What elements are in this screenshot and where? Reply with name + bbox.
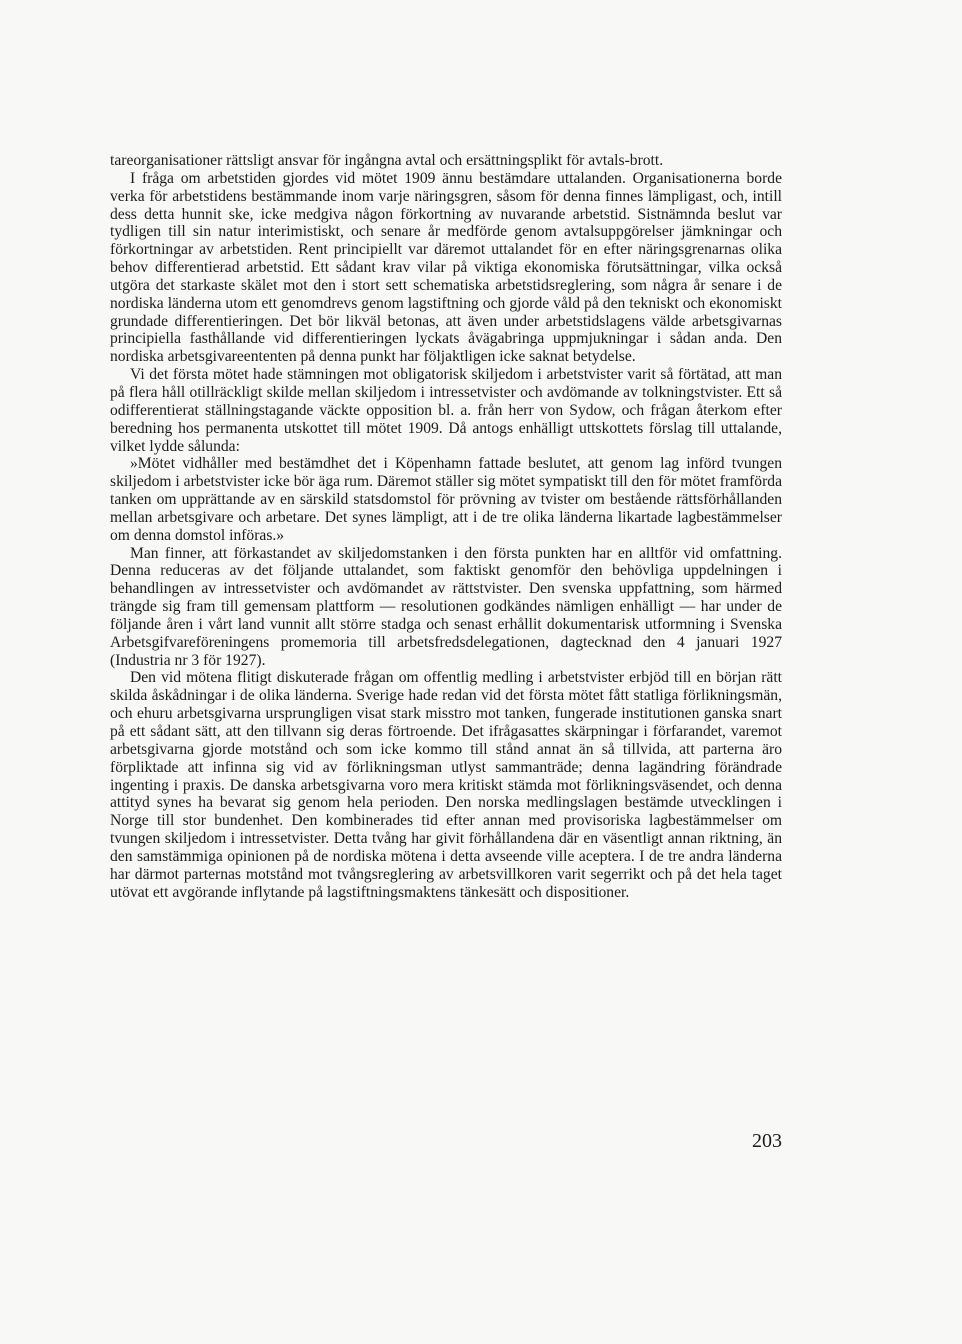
paragraph-mediation: Den vid mötena flitigt diskuterade frågan om offentlig medling i arbetstvister erbjöd till en början rätt skilda åskådningar i de olika länderna. Sverige hade redan vid det första mötet fått statliga förlikningsmän, och ehuru arbetsgivarna ursprungligen visat stark misstro mot tanken, fungerade institutionen ganska snart på ett sådant sätt, att den tillvann sig deras förtroende. Det ifrågasattes skärpningar i förfarandet, varemot arbetsgivarna gjorde motstånd och som icke kommo till stånd annat än så tillvida, att parterna äro förpliktade att infinna sig vid av förlikningsman utlyst sammanträde; denna lagändring förändrade ingenting i praxis. De danska arbetsgivarna voro mera kritiskt stämda mot förlikningsväsendet, och denna attityd synes ha bevarat sig genom hela perioden. Den norska medlingslagen bestämde utvecklingen i Norge till stor bundenhet. Den kombinerades tid efter annan med provisoriska lagbestämmelser om tvungen skiljedom i intressetvister. Detta tvång har givit förhållandena där en väsentligt annan riktning, än den samstämmiga opinionen på de nordiska mötena i detta avseende ville aceptera. I de tre andra länderna har därmot parternas motstånd mot tvångsreglering av arbetsvillkoren varit segerrikt och på det hela taget utövat ett avgörande inflytande på lagstiftningsmaktens tänkesätt och dispositioner. (110, 669, 782, 901)
paragraph-continuation: tareorganisationer rättsligt ansvar för ingångna avtal och ersättningsplikt för avtals-brott. (110, 152, 664, 169)
paragraph-resolution-quote: »Mötet vidhåller med bestämdhet det i Köpenhamn fattade beslutet, att genom lag införd tvungen skiljedom i arbetstvister icke bör äga rum. Däremot ställer sig mötet sympatiskt till den för mötet framförda tanken om upprättande av en särskild statsdomstol för prövning av tvister om bestående rättsförhållanden mellan arbetsgivare och arbetare. Det synes lämpligt, att i de tre olika länderna likartade lagbestämmelser om denna domstol införas.» (110, 455, 782, 544)
paragraph-analysis: Man finner, att förkastandet av skiljedomstanken i den första punkten har en alltför vid omfattning. Denna reduceras av det följande uttalandet, som faktiskt genomför den behövliga uppdelningen i behandlingen av intressetvister och avdömandet av rättstvister. Den svenska uppfattning, som härmed trängde sig fram till gemensam plattform — resolutionen godkändes nämligen enhälligt — har under de följande åren i vårt land vunnit allt större stadga och senast erhållit dokumentarisk utformning i Svenska Arbetsgifvareföreningens promemoria till arbetsfredsdelegationen, dagtecknad den 4 januari 1927 (Industria nr 3 för 1927). (110, 544, 782, 669)
paragraph-working-hours: I fråga om arbetstiden gjordes vid mötet 1909 ännu bestämdare uttalanden. Organisationerna borde verka för arbetstidens bestämmande inom varje näringsgren, såsom för denna finnes lämpligast, och, intill dess detta hunnit ske, icke medgiva någon förkortning av nuvarande arbetstid. Sistnämnda beslut var tydligen till sin natur interimistiskt, och senare år medförde genom avtalsuppgörelser jämkningar och förkortningar av arbetstiden. Rent principiellt var däremot uttalandet för en efter näringsgrenarnas olika behov differentierad arbetstid. Ett sådant krav vilar på viktiga ekonomiska förutsättningar, vilka också utgöra det starkaste skälet mot den i stort sett schematiska arbetstidsreglering, som några år senare i de nordiska länderna utom ett genomdrevs genom lagstiftning och gjorde våld på den tekniskt och ekonomiskt grundade differentieringen. Det bör likväl betonas, att även under arbetstidslagens välde arbetsgivarnas principiella fasthållande vid differentieringen lyckats åvägabringa uppmjukningar i sådan anda. Den nordiska arbetsgivareententen på denna punkt har följaktligen icke saknat betydelse. (110, 169, 782, 366)
body-text (110, 152, 782, 901)
paragraph-arbitration: Vi det första mötet hade stämningen mot obligatorisk skiljedom i arbetstvister varit så förtätad, att man på flera håll otillräckligt skilde mellan skiljedom i intressetvister och avdömande av tolkningstvister. Ett så odifferentierat ställningstagande väckte opposition bl. a. från herr von Sydow, och frågan återkom efter beredning hos permanenta utskottet till mötet 1909. Då antogs enhälligt uttskottets förslag till uttalande, vilket lydde sålunda: (110, 366, 782, 455)
page-number: 203 (752, 1130, 782, 1152)
